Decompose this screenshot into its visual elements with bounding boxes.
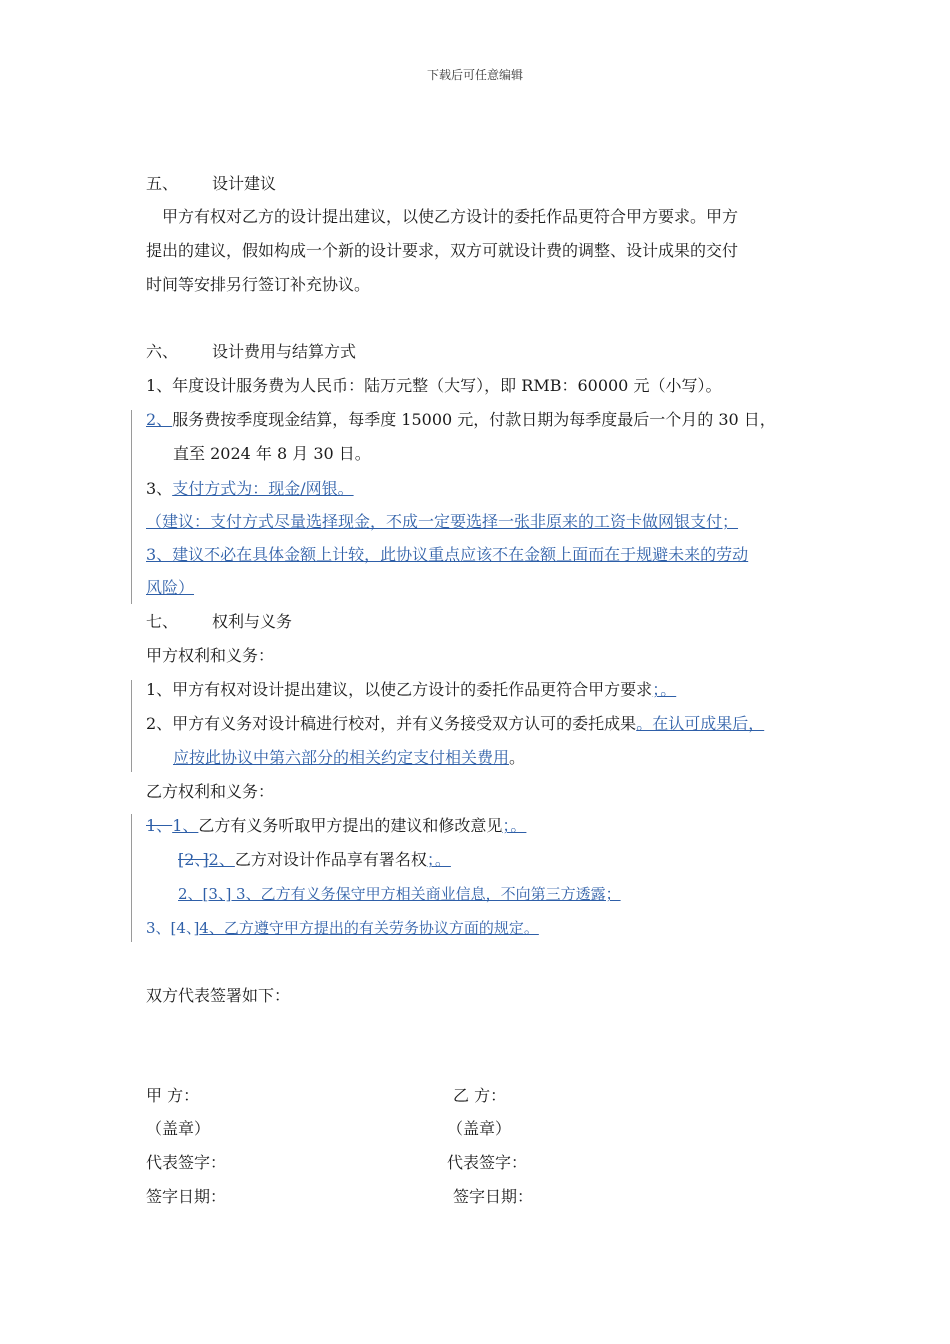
party-a-seal: （盖章） (146, 1119, 211, 1138)
section-5-para-line-2: 提出的建议，假如构成一个新的设计要求，双方可就设计费的调整、设计成果的交付 (146, 241, 739, 260)
fee-item-2-line-2: 直至 2024 年 8 月 30 日。 (173, 444, 371, 463)
party-b-item-1-deleted: 1、 (146, 816, 173, 835)
party-b-item-4-number: 3、[4、] (146, 919, 200, 937)
section-5-para-line-1: 甲方有权对乙方的设计提出建议，以使乙方设计的委托作品更符合甲方要求。甲方 (162, 207, 739, 226)
fee-item-3 (146, 479, 354, 499)
party-b-seal: （盖章） (447, 1119, 512, 1138)
party-b-item-1-text: 乙方有义务听取甲方提出的建议和修改意见 (198, 816, 503, 835)
section-6-title: 设计费用与结算方式 (212, 342, 357, 361)
party-a-item-2-insert-2: 应按此协议中第六部分的相关约定支付相关费用 (173, 748, 510, 767)
fee-item-2-number: 2、 (146, 410, 173, 429)
party-a-representative: 代表签字： (146, 1153, 227, 1172)
note-line-1: （建议：支付方式尽量选择现金，不成一定要选择一张非原来的工资卡做网银支付； (146, 512, 739, 531)
party-a-sign-date: 签字日期： (146, 1187, 227, 1206)
fee-item-2 (146, 410, 776, 430)
fee-item-3-text: 支付方式为：现金/网银。 (172, 479, 354, 498)
party-a-item-2 (146, 714, 764, 734)
party-b-item-1-number: 1、 (172, 816, 199, 835)
party-a-item-2-insert: 。在认可成果后， (636, 714, 765, 733)
fee-item-1: 1、年度设计服务费为人民币：陆万元整（大写），即 RMB：60000 元（小写）。 (146, 376, 722, 395)
party-a-item-2-line-2 (173, 748, 525, 768)
page-header: 下载后可任意编辑 (426, 68, 523, 82)
party-b-item-3: 2、[3、] 3、乙方有义务保守甲方相关商业信息，不向第三方透露； (178, 885, 621, 903)
section-5-para-line-3: 时间等安排另行签订补充协议。 (146, 275, 371, 294)
section-6-number: 六、 (146, 342, 179, 361)
party-b-item-2-mark: ；。 (426, 850, 451, 869)
party-b-label: 乙 方： (453, 1086, 507, 1105)
party-b-item-2-text: 乙方对设计作品享有署名权 (234, 850, 427, 869)
section-5-number: 五、 (146, 174, 179, 193)
section-7-title: 权利与义务 (212, 612, 293, 631)
party-a-label: 甲 方： (146, 1086, 200, 1105)
revision-bar (131, 680, 132, 772)
revision-bar (131, 814, 132, 942)
party-a-item-2-text: 2、甲方有义务对设计稿进行校对，并有义务接受双方认可的委托成果 (146, 714, 637, 733)
fee-item-2-text: 服务费按季度现金结算，每季度 15000 元，付款日期为每季度最后一个月的 30 日， (172, 410, 776, 429)
party-b-sign-date: 签字日期： (453, 1187, 534, 1206)
party-a-item-1 (146, 680, 676, 700)
party-b-item-4-text: 4、乙方遵守甲方提出的有关劳务协议方面的规定。 (199, 919, 539, 937)
party-a-item-2-end: 。 (509, 748, 526, 767)
party-a-item-1-text: 1、甲方有权对设计提出建议，以使乙方设计的委托作品更符合甲方要求 (146, 680, 653, 699)
section-7-number: 七、 (146, 612, 179, 631)
party-b-item-1-mark: ；。 (502, 816, 527, 835)
party-b-item-2 (178, 850, 451, 870)
note-line-2: 3、建议不必在具体金额上计较，此协议重点应该不在金额上面而在于规避未来的劳动 (146, 545, 749, 564)
party-b-item-4 (146, 918, 539, 938)
party-b-item-2-number: 2、 (208, 850, 235, 869)
party-b-item-1 (146, 816, 526, 836)
party-b-item-2-deleted: [2、] (178, 850, 209, 869)
party-b-heading: 乙方权利和义务： (146, 782, 275, 801)
party-b-representative: 代表签字： (447, 1153, 528, 1172)
signing-intro: 双方代表签署如下： (146, 986, 291, 1005)
party-a-heading: 甲方权利和义务： (146, 646, 275, 665)
party-a-item-1-mark: ；。 (652, 680, 677, 699)
section-5-title: 设计建议 (212, 174, 277, 193)
note-line-3: 风险） (146, 578, 195, 597)
revision-bar (131, 410, 132, 604)
fee-item-3-number: 3、 (146, 479, 173, 498)
